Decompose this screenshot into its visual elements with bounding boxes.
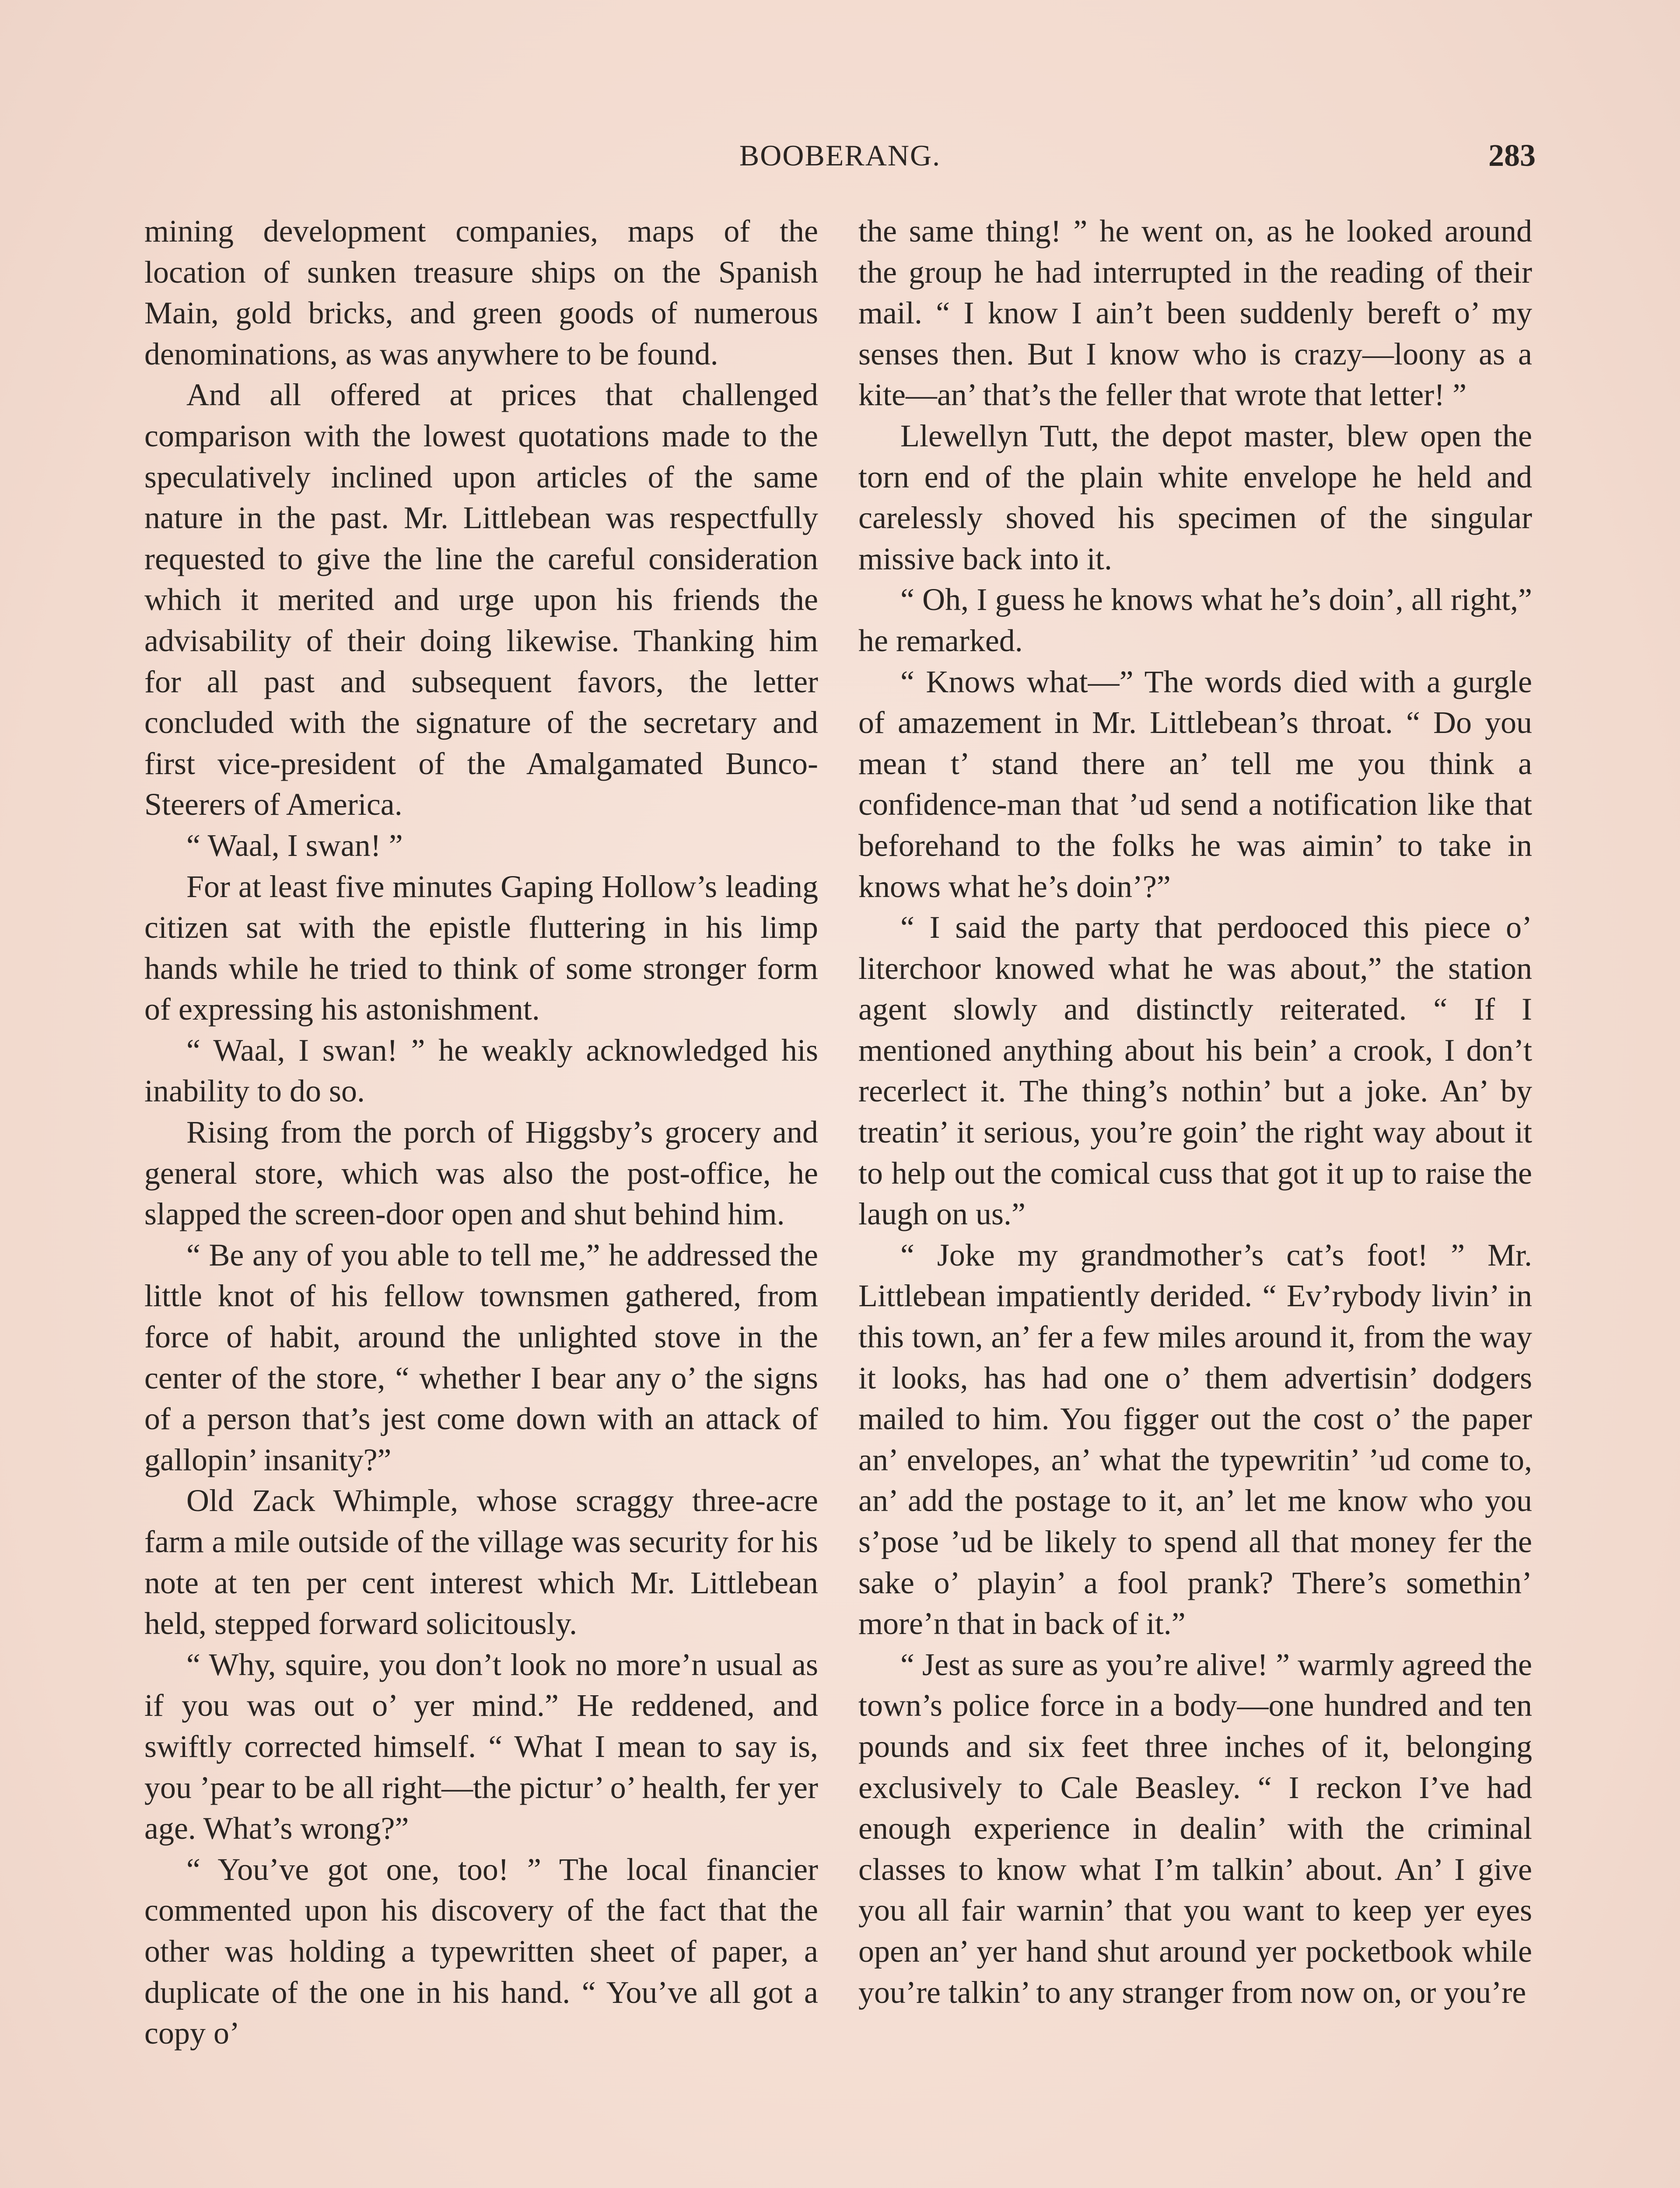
paragraph: “ Jest as sure as you’re alive! ” warmly agreed the town’s police force in a body—one hundred and ten pounds and six feet three inches of it, belonging exclusively to Cale Beasley. “ I reckon I’ve had enough experience in dealin’ with the criminal classes to know what I’m talkin’ about. An’ I give you all fair warnin’ that you want to keep yer eyes open an’ yer hand shut around yer pocketbook while you’re talkin’ to any stranger from now on, or you’re: [858, 1647, 1532, 2010]
left-column: [144, 211, 818, 2054]
paragraph: Rising from the porch of Higgsby’s grocery and general store, which was also the post-office, he slapped the screen-door open and shut behind him.: [144, 1115, 818, 1232]
running-title: BOOBERANG.: [739, 139, 941, 172]
paragraph: “ Knows what—” The words died with a gurgle of amazement in Mr. Littlebean’s throat. “ Do you mean t’ stand there an’ tell me you think a confidence-man that ’ud send a notification like that beforehand to the folks he was aimin’ to take in knows what he’s doin’?”: [858, 664, 1532, 904]
paragraph: Old Zack Whimple, whose scraggy three-acre farm a mile outside of the village was security for his note at ten per cent interest which Mr. Littlebean held, stepped forward solicitously.: [144, 1483, 818, 1641]
paragraph: the same thing! ” he went on, as he looked around the group he had interrupted in the reading of their mail. “ I know I ain’t been suddenly bereft o’ my senses then. But I know who is crazy—loony as a kite—an’ that’s the feller that wrote that letter! ”: [858, 214, 1532, 413]
paragraph: “ Waal, I swan! ” he weakly acknowledged his inability to do so.: [144, 1032, 818, 1109]
paragraph: “ Joke my grandmother’s cat’s foot! ” Mr. Littlebean impatiently derided. “ Ev’rybody livin’ in this town, an’ fer a few miles around it, from the way it looks, has had one o’ them advertisin’ dodgers mailed to him. You figger out the cost o’ the paper an’ envelopes, an’ what the typewritin’ ’ud come to, an’ add the postage to it, an’ let me know who you s’pose ’ud be likely to spend all that money fer the sake o’ playin’ a fool prank? There’s somethin’ more’n that in back of it.”: [858, 1237, 1532, 1641]
paragraph: For at least five minutes Gaping Hollow’s leading citizen sat with the epistle fluttering in his limp hands while he tried to think of some stronger form of expressing his astonishment.: [144, 869, 818, 1027]
paragraph: “ I said the party that perdooced this piece o’ literchoor knowed what he was about,” the station agent slowly and distinctly reiterated. “ If I mentioned anything about his bein’ a crook, I don’t recerlect it. The thing’s nothin’ but a joke. An’ by treatin’ it serious, you’re goin’ the right way about it to help out the comical cuss that got it up to raise the laugh on us.”: [858, 910, 1532, 1232]
paragraph: “ You’ve got one, too! ” The local financier commented upon his discovery of the fact that the other was holding a typewritten sheet of paper, a duplicate of the one in his hand. “ You’ve all got a copy o’: [144, 1851, 818, 2051]
right-column: [858, 211, 1532, 2013]
paragraph: “ Be any of you able to tell me,” he addressed the little knot of his fellow townsmen gathered, from force of habit, around the unlighted stove in the center of the store, “ whether I bear any o’ the signs of a person that’s jest come down with an attack of gallopin’ insanity?”: [144, 1237, 818, 1477]
page-header: [144, 136, 1536, 175]
paragraph: mining development companies, maps of the location of sunken treasure ships on the Spanish Main, gold bricks, and green goods of numerous denominations, as was anywhere to be found.: [144, 214, 818, 372]
paragraph: And all offered at prices that challenged comparison with the lowest quotations made to the speculatively inclined upon articles of the same nature in the past. Mr. Littlebean was respectfully requested to give the line the careful consideration which it merited and urge upon his friends the advisability of their doing likewise. Thanking him for all past and subsequent favors, the letter concluded with the signature of the secretary and first vice-president of the Amalgamated Bunco-Steerers of America.: [144, 377, 818, 822]
paragraph: “ Why, squire, you don’t look no more’n usual as if you was out o’ yer mind.” He reddened, and swiftly corrected himself. “ What I mean to say is, you ’pear to be all right—the pictur’ o’ health, fer yer age. What’s wrong?”: [144, 1647, 818, 1846]
paragraph: Llewellyn Tutt, the depot master, blew open the torn end of the plain white envelope he held and carelessly shoved his specimen of the singular missive back into it.: [858, 418, 1532, 576]
page-number: 283: [1488, 138, 1536, 173]
paragraph: “ Waal, I swan! ”: [186, 828, 403, 863]
paragraph: “ Oh, I guess he knows what he’s doin’, all right,” he remarked.: [858, 582, 1532, 658]
